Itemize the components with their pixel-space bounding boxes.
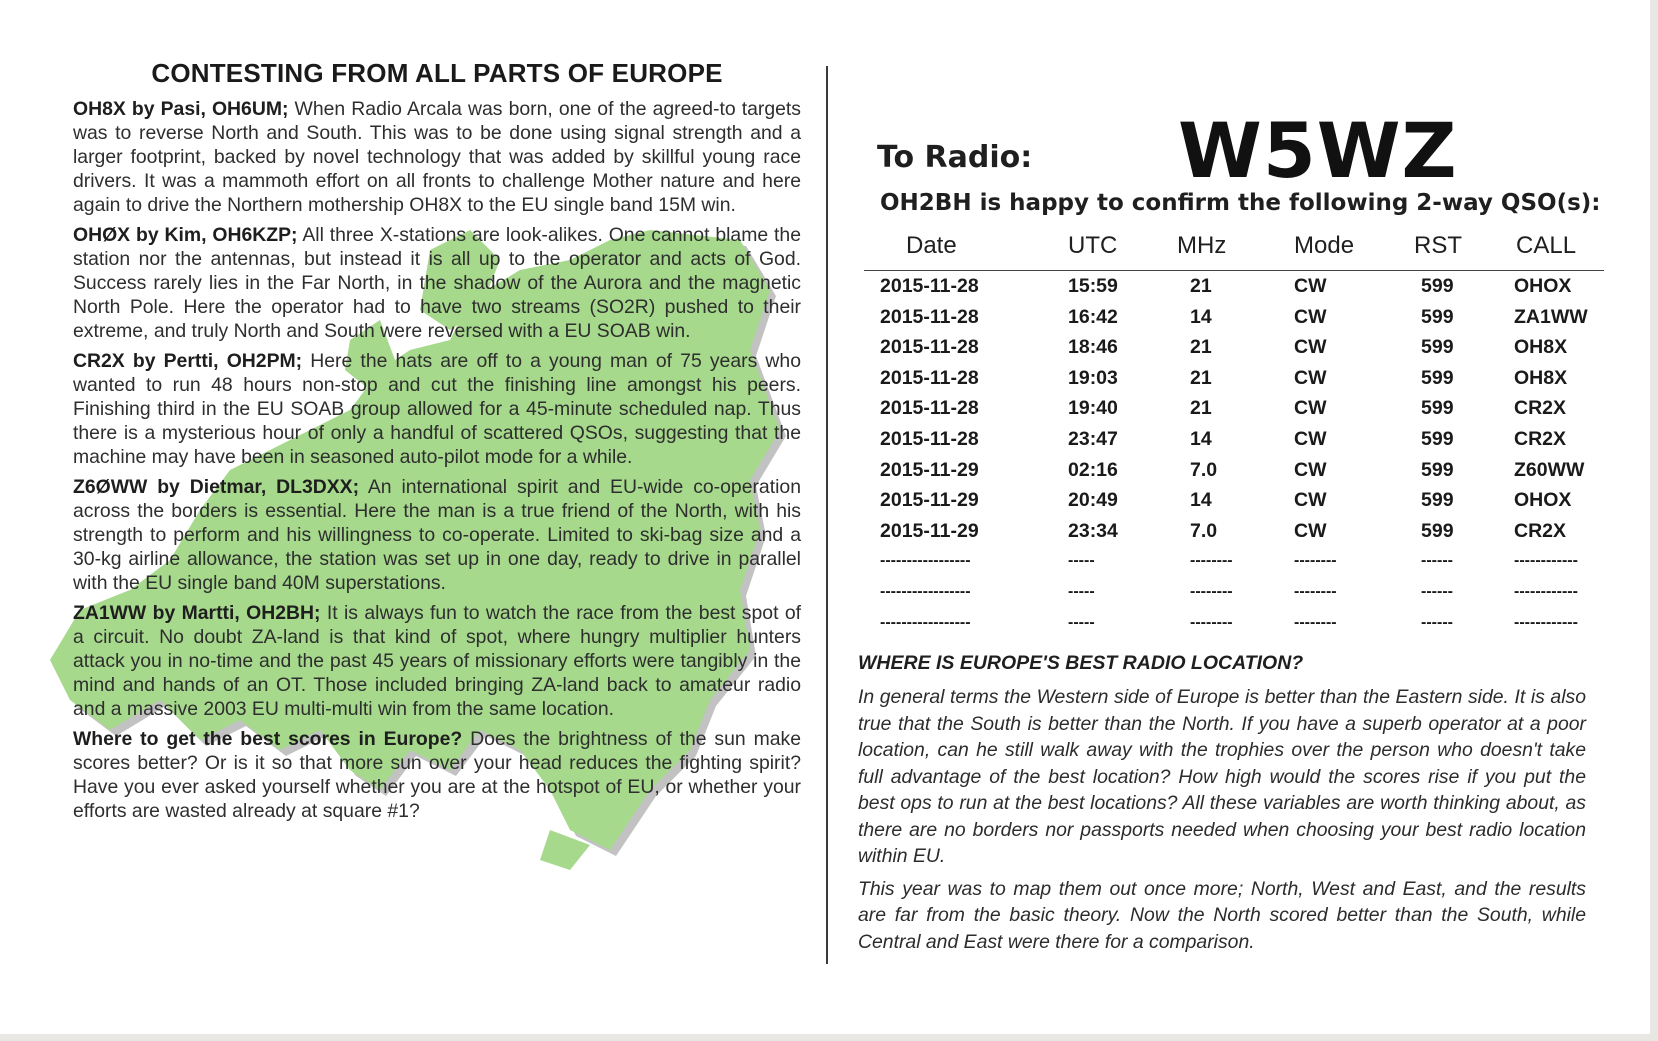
article-za1ww <box>73 601 801 721</box>
article-text: When Radio Arcala was born, one of the agreed-to targets was to reverse North and South. This was to be done using signal strength and a larger footprint, backed by novel technology that was added by skillful young race drivers. It was a mammoth effort on all fronts to challenge Mother nature and here again to drive the Northern mothership OH8X to the EU single band 15M win. <box>73 98 801 216</box>
qso-call: CR2X <box>1514 519 1567 542</box>
article-lead: CR2X by Pertti, OH2PM; <box>73 350 303 372</box>
qso-table <box>864 226 1604 638</box>
column-header-mode: Mode <box>1294 232 1355 259</box>
article-lead: OH8X by Pasi, OH6UM; <box>73 98 289 120</box>
qso-mhz: 14 <box>1190 489 1212 512</box>
qso-rst: 599 <box>1421 305 1454 328</box>
qso-call: CR2X <box>1514 397 1567 420</box>
qso-mode: CW <box>1294 336 1327 359</box>
qso-row <box>864 332 1604 363</box>
qso-call: OHOX <box>1514 489 1572 512</box>
column-header-utc: UTC <box>1068 232 1118 259</box>
article-oh0x <box>73 223 801 343</box>
qso-mode: CW <box>1294 427 1327 450</box>
qso-date: 2015-11-29 <box>880 489 979 512</box>
qso-utc: 23:47 <box>1068 427 1118 450</box>
qso-mhz-blank: -------- <box>1190 582 1233 600</box>
to-radio-label: To Radio: <box>877 140 1033 175</box>
qso-mode-blank: -------- <box>1294 613 1337 631</box>
qso-mode-blank: -------- <box>1294 552 1337 570</box>
article-best-scores <box>73 727 801 823</box>
article-lead: ZA1WW by Martti, OH2BH; <box>73 602 321 624</box>
column-header-mhz: MHz <box>1177 232 1227 259</box>
article-oh8x <box>73 97 801 217</box>
qso-call-blank: ------------ <box>1514 552 1578 570</box>
article-text: Does the brightness of the sun make scores better? Or is it so that more sun over your head reduces the fighting spirit? Have you ever asked yourself whether you are at the hotspot of EU, or whether your efforts are wasted already at square #1? <box>73 728 802 822</box>
qso-date: 2015-11-29 <box>880 458 979 481</box>
qso-call: ZA1WW <box>1514 305 1588 328</box>
qso-rst-blank: ------ <box>1421 552 1453 570</box>
card-edge <box>1650 0 1658 1041</box>
location-body <box>858 684 1586 961</box>
qso-utc-blank: ----- <box>1068 613 1095 631</box>
article-lead: OHØX by Kim, OH6KZP; <box>73 224 298 246</box>
column-header-rst: RST <box>1414 232 1462 259</box>
qso-utc: 19:03 <box>1068 366 1118 389</box>
card-bottom-edge <box>0 1034 1658 1041</box>
confirm-text: OH2BH is happy to confirm the following 2-way QSO(s): <box>880 190 1601 216</box>
qso-call: Z60WW <box>1514 458 1585 481</box>
qso-row-empty <box>864 608 1604 639</box>
qso-rst: 599 <box>1421 519 1454 542</box>
qso-date-blank: ----------------- <box>880 552 971 570</box>
qso-row <box>864 363 1604 394</box>
qso-utc: 23:34 <box>1068 519 1118 542</box>
qso-mhz: 21 <box>1190 336 1212 359</box>
qso-mhz: 21 <box>1190 366 1212 389</box>
column-header-call: CALL <box>1516 232 1577 259</box>
article-text: Here the hats are off to a young man of 75 years who wanted to run 48 hours non-stop and cut the finishing line amongst his peers. Finishing third in the EU SOAB group allowed for a 45-minute scheduled nap. Thus there is a mysterious hour of only a handful of scattered QSOs, suggesting that the machine may have been in seasoned auto-pilot mode for a while. <box>73 350 801 468</box>
qso-mode: CW <box>1294 275 1327 297</box>
qso-row-empty <box>864 577 1604 608</box>
qso-call-blank: ------------ <box>1514 613 1578 631</box>
qso-call: OH8X <box>1514 366 1568 389</box>
qso-rst: 599 <box>1421 458 1454 481</box>
qso-mode: CW <box>1294 397 1327 420</box>
qso-date: 2015-11-28 <box>880 275 979 297</box>
qso-utc: 19:40 <box>1068 397 1118 420</box>
qso-rst: 599 <box>1421 489 1454 512</box>
qso-utc: 15:59 <box>1068 275 1118 297</box>
qso-table-header <box>864 226 1604 271</box>
qso-utc: 18:46 <box>1068 336 1118 359</box>
article-lead: Z6ØWW by Dietmar, DL3DXX; <box>73 476 360 498</box>
qso-utc: 20:49 <box>1068 489 1118 512</box>
qso-row <box>864 271 1604 302</box>
qso-rst: 599 <box>1421 275 1454 297</box>
qso-mode-blank: -------- <box>1294 582 1337 600</box>
qso-mode: CW <box>1294 458 1327 481</box>
qso-row <box>864 516 1604 547</box>
qso-date: 2015-11-28 <box>880 427 979 450</box>
article-text: An international spirit and EU-wide co-operation across the borders is essential. Here the man is a true friend of the North, with his strength to perform and his willingness to co-operate. Limited to ski-bag size and a 30-kg airline allowance, the station was set up in one day, ready to drive in parallel with the EU single band 40M superstations. <box>73 476 801 594</box>
qso-mhz-blank: -------- <box>1190 613 1233 631</box>
qso-rst: 599 <box>1421 366 1454 389</box>
qso-mhz: 14 <box>1190 427 1212 450</box>
qso-date: 2015-11-28 <box>880 305 979 328</box>
qso-utc: 02:16 <box>1068 458 1118 481</box>
qso-rst-blank: ------ <box>1421 582 1453 600</box>
qso-rst: 599 <box>1421 427 1454 450</box>
qso-row <box>864 302 1604 333</box>
qso-call: OH8X <box>1514 336 1568 359</box>
qso-call-blank: ------------ <box>1514 582 1578 600</box>
qso-date: 2015-11-29 <box>880 519 979 542</box>
qso-mhz: 7.0 <box>1190 458 1218 481</box>
recipient-callsign: W5WZ <box>1178 106 1458 195</box>
page-title: CONTESTING FROM ALL PARTS OF EUROPE <box>151 58 723 88</box>
qso-mode: CW <box>1294 519 1327 542</box>
qso-utc-blank: ----- <box>1068 582 1095 600</box>
article-text: All three X-stations are look-alikes. One cannot blame the station nor the antennas, but instead it is all up to the operator and acts of God. Success rarely lies in the Far North, in the shadow of the Aurora and the magnetic North Pole. Here the operator had to have two streams (SO2R) pushed to their extreme, and truly North and South were reversed with a EU SOAB win. <box>73 224 801 342</box>
column-divider <box>826 66 828 964</box>
location-paragraph: This year was to map them out once more; North, West and East, and the results are far from the basic theory. Now the North scored better than the South, while Central and East were there for a comparison. <box>858 877 1586 953</box>
qso-utc: 16:42 <box>1068 305 1118 328</box>
qso-date-blank: ----------------- <box>880 582 971 600</box>
qso-mhz: 21 <box>1190 397 1212 420</box>
qso-row <box>864 485 1604 516</box>
qso-mhz: 14 <box>1190 305 1212 328</box>
location-title: WHERE IS EUROPE'S BEST RADIO LOCATION? <box>858 652 1304 674</box>
qso-rst: 599 <box>1421 336 1454 359</box>
qso-call: OHOX <box>1514 275 1572 297</box>
column-header-date: Date <box>906 232 957 259</box>
article-text: It is always fun to watch the race from the best spot of a circuit. No doubt ZA-land is that kind of spot, where hungry multiplier hunters attack you in no-time and the past 45 years of missionary efforts were tangibly in the mind and hands of an OT. Those included bringing ZA-land back to amateur radio and a massive 2003 EU multi-multi win from the same location. <box>73 602 801 720</box>
qso-mhz-blank: -------- <box>1190 552 1233 570</box>
article-cr2x <box>73 349 801 469</box>
qso-date: 2015-11-28 <box>880 397 979 420</box>
qso-rst: 599 <box>1421 397 1454 420</box>
qso-rows <box>864 271 1604 638</box>
qso-date: 2015-11-28 <box>880 366 979 389</box>
qso-mode: CW <box>1294 489 1327 512</box>
qso-call: CR2X <box>1514 427 1567 450</box>
article-lead: Where to get the best scores in Europe? <box>73 728 463 750</box>
qso-mhz: 21 <box>1190 275 1212 297</box>
qso-rst-blank: ------ <box>1421 613 1453 631</box>
article-z60ww <box>73 475 801 595</box>
qso-date-blank: ----------------- <box>880 613 971 631</box>
qso-mode: CW <box>1294 305 1327 328</box>
qso-utc-blank: ----- <box>1068 552 1095 570</box>
qso-mhz: 7.0 <box>1190 519 1218 542</box>
article-column <box>73 58 801 829</box>
qso-mode: CW <box>1294 366 1327 389</box>
qso-date: 2015-11-28 <box>880 336 979 359</box>
qso-row <box>864 393 1604 424</box>
location-paragraph: In general terms the Western side of Europe is better than the Eastern side. It is also true that the South is better than the North. If you have a superb operator at a poor location, can he still walk away with the trophies over the person who doesn't take full advantage of the best location? How high would the scores rise if you put the best ops to run at the best locations? All these variables are worth thinking about, as there are no borders nor passports needed when choosing your best radio location within EU. <box>858 686 1586 867</box>
qso-row <box>864 455 1604 486</box>
qso-row-empty <box>864 546 1604 577</box>
qso-row <box>864 424 1604 455</box>
